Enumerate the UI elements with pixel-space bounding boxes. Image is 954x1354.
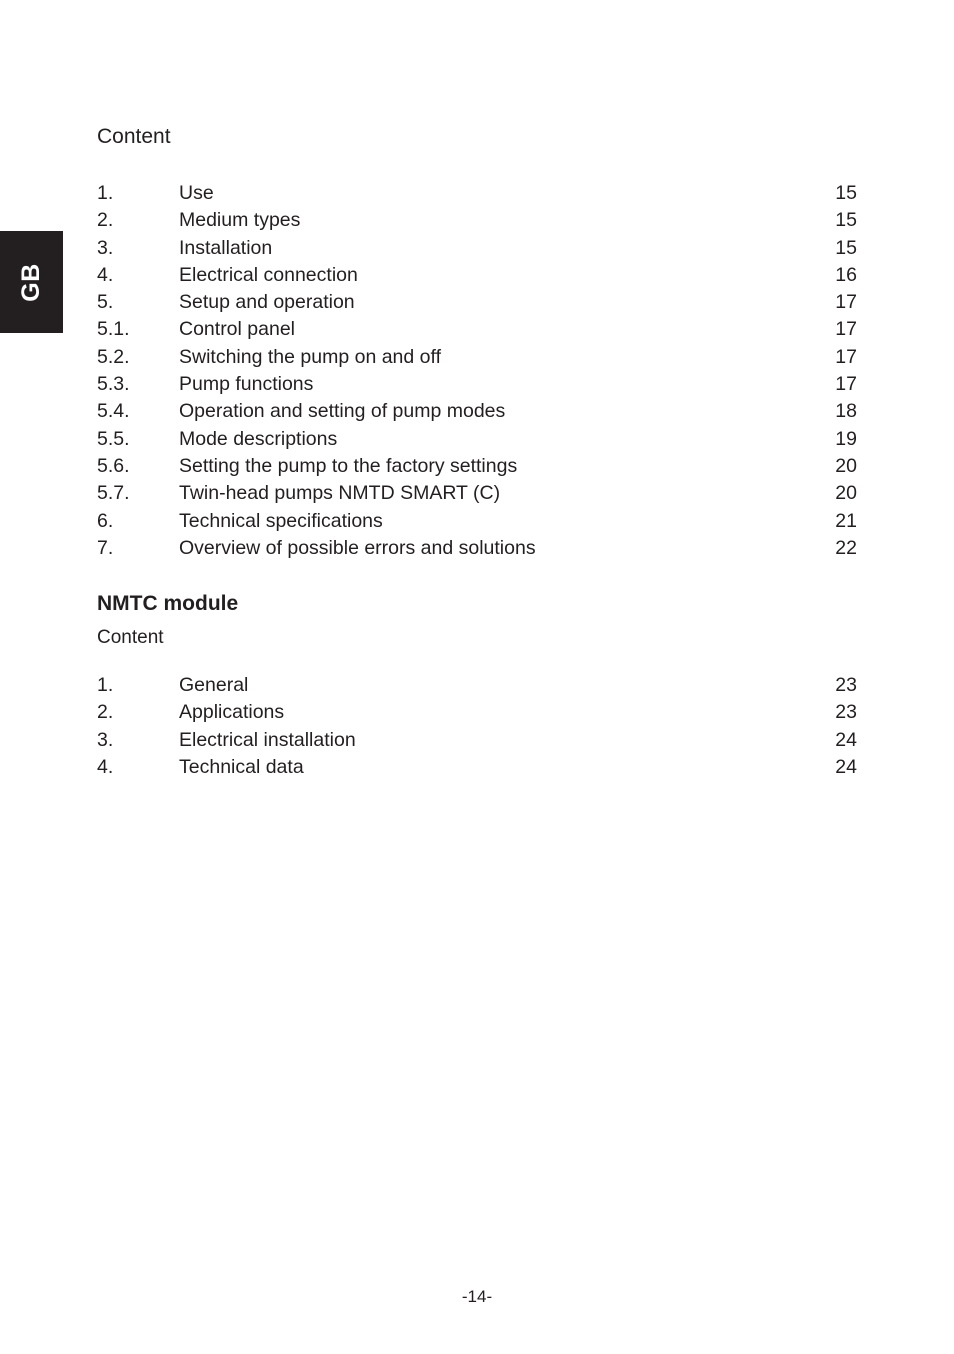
toc-title: Applications bbox=[179, 701, 285, 724]
toc-number: 5.1. bbox=[97, 318, 130, 341]
toc-row[interactable] bbox=[97, 263, 857, 290]
toc-title: Technical specifications bbox=[179, 509, 383, 532]
toc-title: Overview of possible errors and solutions bbox=[179, 536, 536, 559]
toc-number: 3. bbox=[97, 728, 114, 751]
toc-title: Mode descriptions bbox=[179, 427, 338, 450]
toc-row[interactable] bbox=[97, 181, 857, 208]
toc-title: Control panel bbox=[179, 318, 295, 341]
toc-number: 2. bbox=[97, 209, 114, 232]
content-heading: Content bbox=[97, 125, 171, 148]
toc-page: 20 bbox=[835, 454, 857, 477]
toc-title: Electrical connection bbox=[179, 263, 358, 286]
toc-page: 22 bbox=[835, 536, 857, 559]
module-content-subheading: Content bbox=[97, 627, 164, 648]
toc-page: 16 bbox=[835, 263, 857, 286]
language-tab-label: GB bbox=[17, 262, 45, 302]
toc-page: 23 bbox=[835, 674, 857, 696]
toc-number: 5.6. bbox=[97, 454, 130, 477]
toc-title: Setting the pump to the factory settings bbox=[179, 454, 518, 477]
toc-title: Switching the pump on and off bbox=[179, 345, 441, 368]
module-toc bbox=[97, 673, 857, 782]
toc-title: Installation bbox=[179, 236, 273, 259]
toc-row[interactable] bbox=[97, 728, 857, 755]
toc-row[interactable] bbox=[97, 509, 857, 536]
toc-page: 15 bbox=[835, 209, 857, 232]
toc-page: 21 bbox=[835, 509, 857, 532]
toc-page: 24 bbox=[835, 728, 857, 751]
toc-page: 17 bbox=[835, 373, 857, 396]
toc-number: 7. bbox=[97, 536, 114, 559]
toc-title: Operation and setting of pump modes bbox=[179, 400, 506, 423]
toc-page: 20 bbox=[835, 482, 857, 505]
toc-page: 17 bbox=[835, 345, 857, 368]
toc-page: 17 bbox=[835, 318, 857, 341]
toc-title: Pump functions bbox=[179, 373, 314, 396]
toc-title: Setup and operation bbox=[179, 291, 355, 314]
toc-row[interactable] bbox=[97, 481, 857, 508]
toc-number: 4. bbox=[97, 263, 114, 286]
toc-page: 15 bbox=[835, 236, 857, 259]
toc-number: 4. bbox=[97, 755, 114, 778]
toc-title: Electrical installation bbox=[179, 728, 356, 751]
toc-title: Use bbox=[179, 182, 214, 204]
toc-row[interactable] bbox=[97, 700, 857, 727]
toc-page: 15 bbox=[835, 182, 857, 204]
toc-row[interactable] bbox=[97, 236, 857, 263]
toc-page: 18 bbox=[835, 400, 857, 423]
toc-row[interactable] bbox=[97, 345, 857, 372]
toc-row[interactable] bbox=[97, 454, 857, 481]
toc-title: Technical data bbox=[179, 755, 304, 778]
toc-row[interactable] bbox=[97, 399, 857, 426]
toc-row[interactable] bbox=[97, 427, 857, 454]
toc-number: 5.7. bbox=[97, 482, 130, 505]
toc-page: 19 bbox=[835, 427, 857, 450]
toc-number: 5. bbox=[97, 291, 114, 314]
toc-number: 5.4. bbox=[97, 400, 130, 423]
toc-number: 2. bbox=[97, 701, 114, 724]
toc-row[interactable] bbox=[97, 372, 857, 399]
main-toc bbox=[97, 181, 857, 563]
toc-number: 1. bbox=[97, 674, 114, 696]
language-tab bbox=[0, 231, 63, 333]
toc-title: General bbox=[179, 674, 249, 696]
toc-number: 5.5. bbox=[97, 427, 130, 450]
toc-title: Twin-head pumps NMTD SMART (C) bbox=[179, 482, 501, 505]
toc-page: 24 bbox=[835, 755, 857, 778]
toc-page: 23 bbox=[835, 701, 857, 724]
toc-number: 6. bbox=[97, 509, 114, 532]
toc-row[interactable] bbox=[97, 755, 857, 782]
toc-number: 5.2. bbox=[97, 345, 130, 368]
page-number: -14- bbox=[461, 1287, 493, 1306]
toc-row[interactable] bbox=[97, 317, 857, 344]
toc-row[interactable] bbox=[97, 208, 857, 235]
toc-row[interactable] bbox=[97, 290, 857, 317]
toc-title: Medium types bbox=[179, 209, 301, 232]
toc-number: 1. bbox=[97, 182, 114, 204]
toc-row[interactable] bbox=[97, 673, 857, 700]
module-heading: NMTC module bbox=[97, 592, 239, 615]
toc-row[interactable] bbox=[97, 536, 857, 563]
toc-number: 5.3. bbox=[97, 373, 130, 396]
toc-number: 3. bbox=[97, 236, 114, 259]
toc-page: 17 bbox=[835, 291, 857, 314]
